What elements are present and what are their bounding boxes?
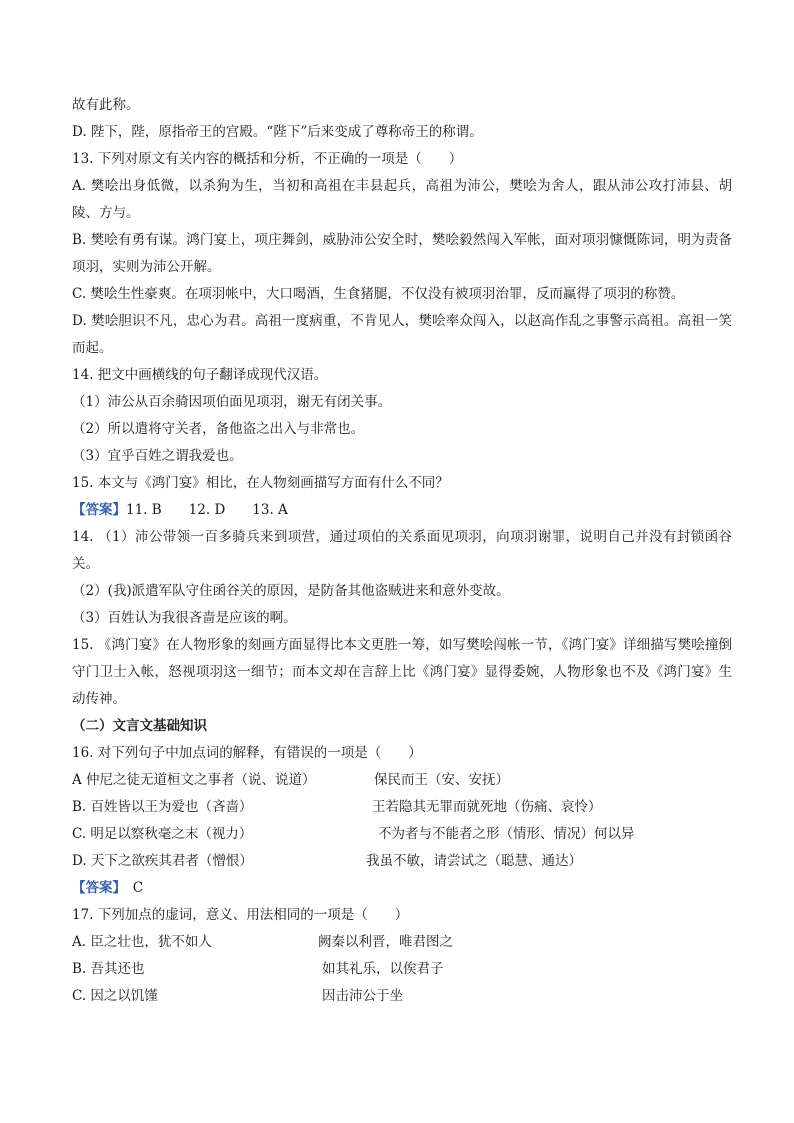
option-right: 王若隐其无罪而就死地（伤痛、哀怜）	[372, 799, 602, 815]
answer-14-1: 14. （1）沛公带领一百多骑兵来到项营，通过项伯的关系面见项羽，向项羽谢罪，说明自己并没有封锁函谷关。	[72, 529, 732, 572]
answer-14-3: （3）百姓认为我很吝啬是应该的啊。	[72, 610, 297, 626]
option-right: 保民而王（安、安抚）	[374, 772, 509, 788]
question-15: 15. 本文与《鸿门宴》相比，在人物刻画描写方面有什么不同？	[72, 475, 449, 491]
answer-14-2: （2）(我)派遣军队守住函谷关的原因，是防备其他盗贼进来和意外变故。	[72, 583, 510, 599]
text-line: D. 陛下，陛，原指帝王的宫殿。“陛下”后来变成了尊称帝王的称谓。	[72, 124, 483, 140]
question-16-option-d	[72, 848, 732, 875]
option-left: A. 臣之壮也，犹不如人	[72, 934, 212, 950]
question-13-option-c: C. 樊哙生性豪爽。在项羽帐中，大口喝酒，生食猪腿，不仅没有被项羽治罪，反而赢得了项羽的称赞。	[72, 286, 685, 302]
question-13-option-b: B. 樊哙有勇有谋。鸿门宴上，项庄舞剑，威胁沛公安全时，樊哙毅然闯入军帐，面对项羽慷慨陈词，明为责备项羽，实则为沛公开解。	[72, 232, 732, 275]
answer-tag: 【答案】	[72, 880, 120, 896]
question-17: 17. 下列加点的虚词，意义、用法相同的一项是（ ）	[72, 907, 409, 923]
question-14-item-3: （3）宜乎百姓之谓我爱也。	[72, 448, 243, 464]
answer-text: C	[119, 880, 144, 896]
question-17-option-b	[72, 956, 732, 983]
question-13-option-a: A. 樊哙出身低微，以杀狗为生，当初和高祖在丰县起兵，高祖为沛公，樊哙为舍人，跟从沛公攻打沛县、胡陵、方与。	[72, 178, 732, 221]
question-14: 14. 把文中画横线的句子翻译成现代汉语。	[72, 367, 328, 383]
option-right: 因击沛公于坐	[322, 988, 403, 1004]
option-right: 如其礼乐，以俟君子	[322, 961, 444, 977]
option-right: 我虽不敏，请尝试之（聪慧、通达）	[366, 853, 582, 869]
text-line: 故有此称。	[72, 97, 140, 113]
section-title: （二）文言文基础知识	[72, 718, 207, 734]
option-left: B. 百姓皆以王为爱也（吝啬）	[72, 799, 253, 815]
question-17-option-a	[72, 929, 732, 956]
answer-tag: 【答案】	[72, 502, 126, 518]
answer-line-1	[72, 497, 732, 524]
document-page	[72, 92, 732, 1010]
option-left: B. 吾其还也	[72, 961, 145, 977]
option-left: D. 天下之欲疾其君者（憎恨）	[72, 853, 253, 869]
question-16-option-c	[72, 821, 732, 848]
option-right: 不为者与不能者之形（情形、情况）何以异	[378, 826, 635, 842]
option-left: C. 明足以察秋毫之末（视力）	[72, 826, 253, 842]
question-13-option-d: D. 樊哙胆识不凡，忠心为君。高祖一度病重，不肯见人，樊哙率众闯入，以赵高作乱之事警示高祖。高祖一笑而起。	[72, 313, 732, 356]
question-14-item-2: （2）所以遣将守关者，备他盗之出入与非常也。	[72, 421, 365, 437]
question-16-option-a	[72, 767, 732, 794]
question-14-item-1: （1）沛公从百余骑因项伯面见项羽，谢无有闭关事。	[72, 394, 392, 410]
option-left: A 仲尼之徒无道桓文之事者（说、说道）	[72, 772, 316, 788]
answer-15: 15. 《鸿门宴》在人物形象的刻画方面显得比本文更胜一筹，如写樊哙闯帐一节，《鸿门宴》详细描写樊哙撞倒守门卫士入帐，怒视项羽这一细节；而本文却在言辞上比《鸿门宴》显得委婉，人物形象也不及《鸿门宴》生动传神。	[72, 637, 732, 707]
option-left: C. 因之以饥馑	[72, 988, 158, 1004]
question-16: 16. 对下列句子中加点词的解释，有错误的一项是（ ）	[72, 745, 422, 761]
question-17-option-c	[72, 983, 732, 1010]
question-13: 13. 下列对原文有关内容的概括和分析，不正确的一项是（ ）	[72, 151, 463, 167]
option-right: 阙秦以利晋，唯君图之	[318, 934, 453, 950]
answer-text: 11. B 12. D 13. A	[126, 502, 288, 518]
answer-line-2	[72, 875, 732, 902]
question-16-option-b	[72, 794, 732, 821]
